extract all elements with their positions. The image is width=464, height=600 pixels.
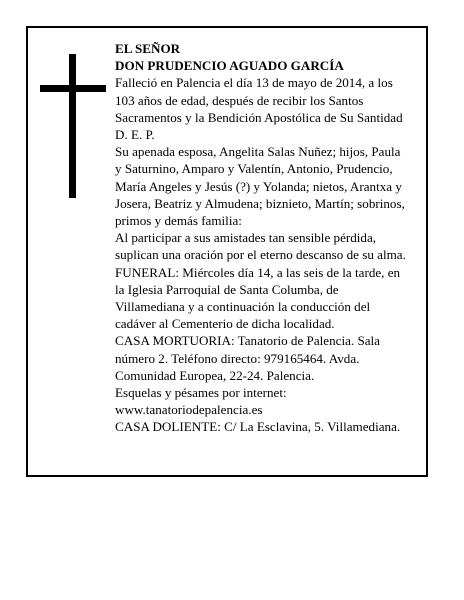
notice-line: CASA DOLIENTE: C/ La Esclavina, 5. Villamediana. [115, 419, 401, 435]
notice-heading-name: DON PRUDENCIO AGUADO GARCÍA [115, 58, 344, 74]
notice-line: 103 años de edad, después de recibir los Santos [115, 92, 364, 108]
obituary-notice [26, 26, 428, 477]
notice-line: www.tanatoriodepalencia.es [115, 402, 263, 418]
notice-line: Falleció en Palencia el día 13 de mayo de 2014, a los [115, 75, 393, 91]
notice-line: número 2. Teléfono directo: 979165464. Avda. [115, 350, 360, 366]
notice-text [115, 40, 423, 436]
notice-line: Al participar a sus amistades tan sensible pérdida, [115, 230, 377, 246]
notice-line: primos y demás familia: [115, 213, 242, 229]
notice-line: y Saturnino, Amparo y Valentín, Antonio, Prudencio, [115, 161, 393, 177]
cross-horizontal-bar [40, 85, 106, 92]
cross-vertical-bar [69, 54, 76, 198]
notice-line: Comunidad Europea, 22-24. Palencia. [115, 367, 315, 383]
notice-line: D. E. P. [115, 127, 155, 143]
notice-line: FUNERAL: Miércoles día 14, a las seis de la tarde, en [115, 264, 401, 280]
notice-line: Su apenada esposa, Angelita Salas Nuñez; hijos, Paula [115, 144, 401, 160]
notice-line: suplican una oración por el eterno descanso de su alma. [115, 247, 406, 263]
notice-line: Sacramentos y la Bendición Apostólica de Su Santidad [115, 109, 403, 125]
cross-icon [40, 54, 106, 198]
notice-line: María Angeles y Jesús (?) y Yolanda; nietos, Arantxa y [115, 178, 402, 194]
notice-line: CASA MORTUORIA: Tanatorio de Palencia. Sala [115, 333, 380, 349]
notice-line: la Iglesia Parroquial de Santa Columba, de [115, 281, 339, 297]
notice-line: Esquelas y pésames por internet: [115, 385, 287, 401]
notice-line: Villamediana y a continuación la conducción del [115, 299, 371, 315]
notice-line: cadáver al Cementerio de dicha localidad. [115, 316, 335, 332]
notice-line: Josera, Beatriz y Almudena; biznieto, Martín; sobrinos, [115, 195, 405, 211]
notice-heading-title: EL SEÑOR [115, 41, 181, 56]
